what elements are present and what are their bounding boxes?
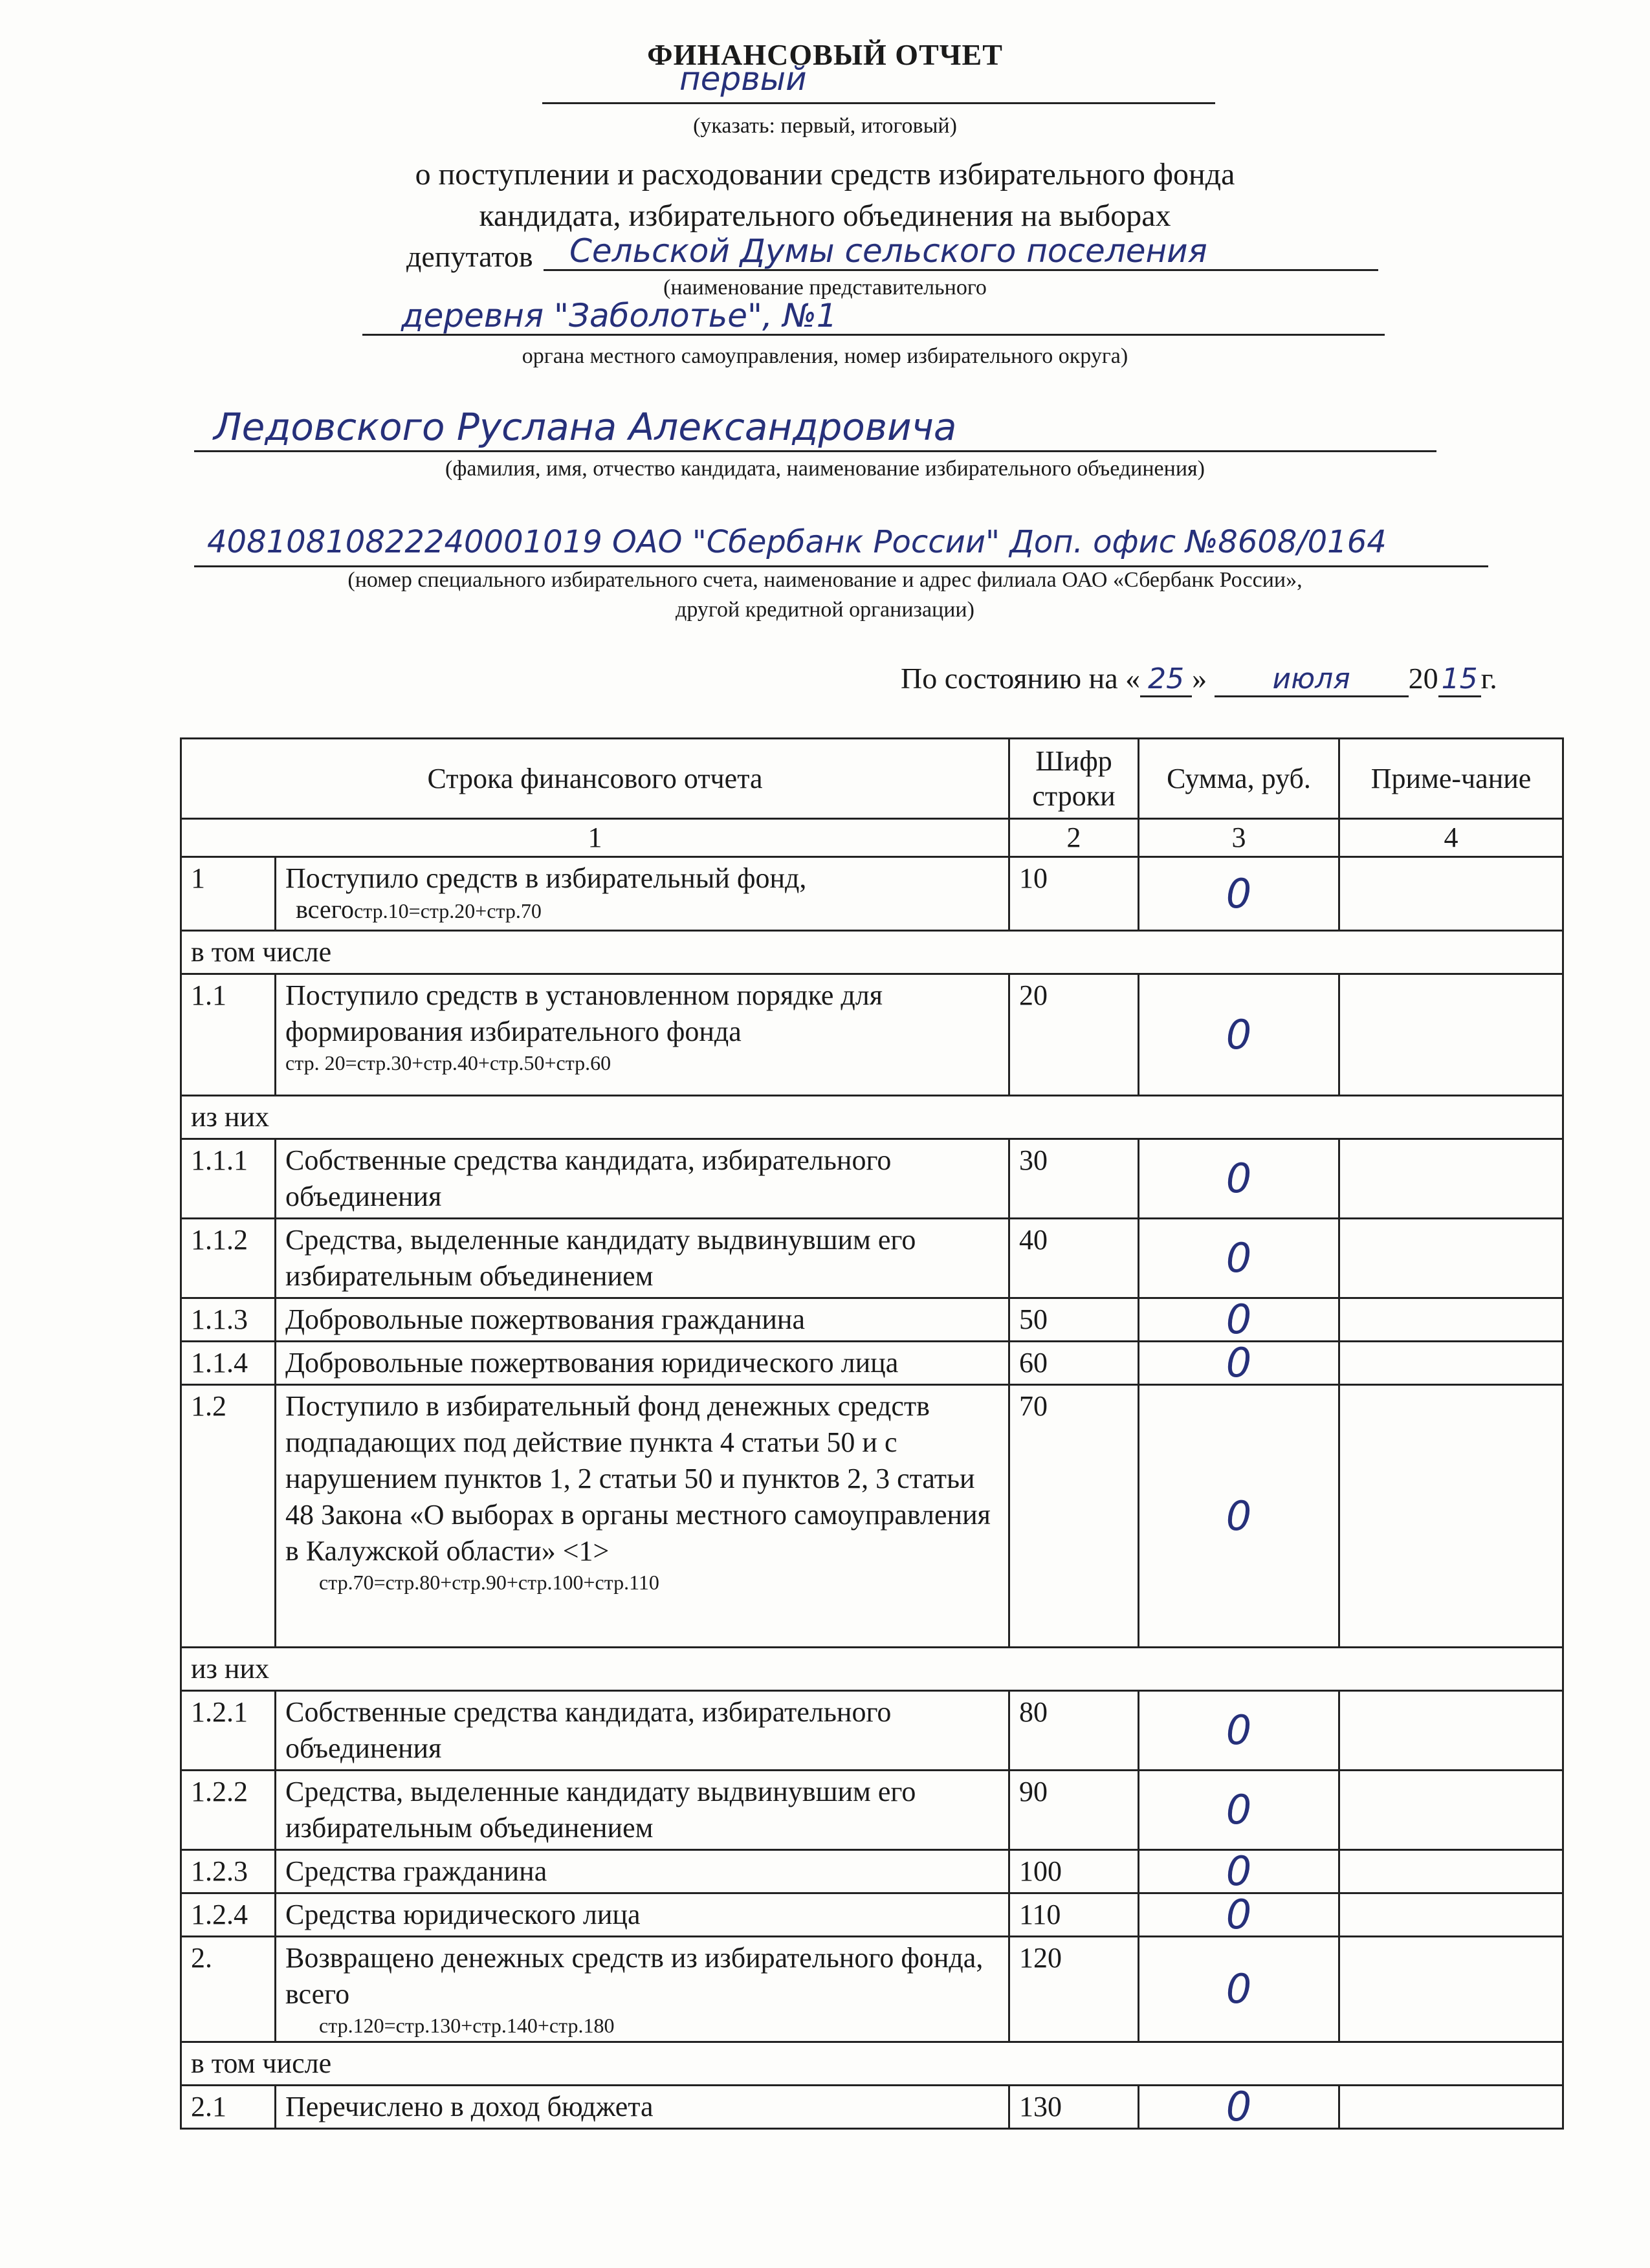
section-label: из них: [181, 1096, 1563, 1139]
row-code: 90: [1009, 1771, 1139, 1850]
row-description: [276, 1771, 1009, 1850]
date-suffix: г.: [1480, 662, 1497, 695]
row-amount: 0: [1139, 1298, 1339, 1342]
row-formula-line: [285, 897, 999, 924]
table-row: [181, 857, 1563, 931]
header-line: Строка финансового отчета: [181, 739, 1009, 819]
row-code: 120: [1009, 1937, 1139, 2042]
table-row: [181, 1937, 1563, 2042]
table-row: [181, 974, 1563, 1096]
row-text: Поступило средств в избирательный фонд,: [285, 862, 807, 894]
row-formula-line: [285, 2012, 999, 2038]
deputies-label: депутатов: [406, 240, 533, 273]
header-sum: Сумма, руб.: [1139, 739, 1339, 819]
table-row: [181, 1298, 1563, 1342]
row-code: 20: [1009, 974, 1139, 1096]
section-label: в том числе: [181, 931, 1563, 974]
date-mid: »: [1192, 662, 1207, 695]
table-row: [181, 2086, 1563, 2129]
col-number-3: 3: [1139, 819, 1339, 857]
row-text: Поступило в избирательный фонд денежных средств подпадающих под действие пункта 4 статьи 50 и с нарушением пунктов 1, 2 статьи 50 и пунктов 2, 3 статьи 48 Закона «О выборах в органы местного самоуправления в Калужской области» <1>: [285, 1390, 991, 1567]
row-note: [1339, 2086, 1563, 2129]
row-text: Средства юридического лица: [285, 1899, 641, 1930]
row-amount: 0: [1139, 1385, 1339, 1648]
row-number: 1.2.4: [181, 1893, 276, 1937]
row-text: Средства, выделенные кандидату выдвинувшим его избирательным объединением: [285, 1224, 916, 1292]
date-prefix: По состоянию на «: [901, 662, 1141, 695]
row-number: 1.2.1: [181, 1691, 276, 1771]
row-note: [1339, 1691, 1563, 1771]
row-description: [276, 1139, 1009, 1219]
row-note: [1339, 974, 1563, 1096]
row-number: 2.: [181, 1937, 276, 2042]
body-hint: (наименование представительного: [663, 276, 987, 300]
table-row: [181, 1893, 1563, 1937]
section-row: [181, 1648, 1563, 1691]
row-number: 1.2: [181, 1385, 276, 1648]
account-hint-line2: другой кредитной организации): [676, 598, 974, 622]
row-amount: 0: [1139, 1219, 1339, 1298]
row-formula: стр.70=стр.80+стр.90+стр.100+стр.110: [319, 1571, 659, 1594]
section-row: [181, 2042, 1563, 2086]
row-text: Собственные средства кандидата, избирательного объединения: [285, 1696, 892, 1764]
col-number-4: 4: [1339, 819, 1563, 857]
row-amount: 0: [1139, 1771, 1339, 1850]
date-year-prefix: 20: [1408, 662, 1438, 695]
row-number: 1.1.2: [181, 1219, 276, 1298]
row-note: [1339, 1298, 1563, 1342]
subtitle-line2: кандидата, избирательного объединения на выборах: [479, 199, 1171, 233]
row-number: 1.1.4: [181, 1342, 276, 1385]
financial-report-table: [180, 737, 1564, 2130]
column-number-row: [181, 819, 1563, 857]
row-code: 10: [1009, 857, 1139, 931]
row-note: [1339, 1850, 1563, 1893]
row-amount: 0: [1139, 857, 1339, 931]
row-code: 30: [1009, 1139, 1139, 1219]
table-row: [181, 1691, 1563, 1771]
row-amount: 0: [1139, 1342, 1339, 1385]
district-hint: органа местного самоуправления, номер избирательного округа): [522, 344, 1128, 368]
table-row: [181, 1342, 1563, 1385]
row-text: Возвращено денежных средств из избирательного фонда, всего: [285, 1942, 984, 2010]
row-code: 70: [1009, 1385, 1139, 1648]
row-formula: стр.120=стр.130+стр.140+стр.180: [319, 2014, 615, 2037]
date-day: 25: [1140, 662, 1192, 697]
row-text: Поступило средств в установленном порядке для формирования избирательного фонда: [285, 979, 883, 1047]
row-formula: стр.10=стр.20+стр.70: [354, 899, 542, 922]
row-text: Средства гражданина: [285, 1855, 547, 1887]
table-row: [181, 1850, 1563, 1893]
row-amount: 0: [1139, 1937, 1339, 2042]
row-description: [276, 974, 1009, 1096]
row-number: 1.1.1: [181, 1139, 276, 1219]
row-note: [1339, 857, 1563, 931]
row-code: 100: [1009, 1850, 1139, 1893]
row-amount: 0: [1139, 1139, 1339, 1219]
col-number-1: 1: [181, 819, 1009, 857]
date-month: июля: [1215, 662, 1409, 697]
table-row: [181, 1385, 1563, 1648]
row-code: 130: [1009, 2086, 1139, 2129]
row-description: [276, 1219, 1009, 1298]
row-note: [1339, 1385, 1563, 1648]
col-number-2: 2: [1009, 819, 1139, 857]
row-text: Перечислено в доход бюджета: [285, 2091, 654, 2122]
row-code: 40: [1009, 1219, 1139, 1298]
row-note: [1339, 1219, 1563, 1298]
row-code: 60: [1009, 1342, 1139, 1385]
row-formula: стр. 20=стр.30+стр.40+стр.50+стр.60: [285, 1051, 611, 1074]
row-number: 1.2.2: [181, 1771, 276, 1850]
row-note: [1339, 1342, 1563, 1385]
account-hint-line1: (номер специального избирательного счета, наименование и адрес филиала ОАО «Сбербанк России»,: [347, 568, 1303, 592]
table-row: [181, 1139, 1563, 1219]
row-code: 50: [1009, 1298, 1139, 1342]
row-number: 1: [181, 857, 276, 931]
row-description: [276, 857, 1009, 931]
section-row: [181, 1096, 1563, 1139]
row-number: 2.1: [181, 2086, 276, 2129]
row-text: Добровольные пожертвования гражданина: [285, 1303, 805, 1335]
row-code: 80: [1009, 1691, 1139, 1771]
table-row: [181, 1219, 1563, 1298]
row-code: 110: [1009, 1893, 1139, 1937]
row-amount: 0: [1139, 974, 1339, 1096]
row-description: [276, 1385, 1009, 1648]
date-year: 15: [1438, 662, 1481, 697]
section-label: из них: [181, 1648, 1563, 1691]
row-description: [276, 1893, 1009, 1937]
row-formula-line: [285, 1569, 999, 1595]
row-note: [1339, 1937, 1563, 2042]
row-description: [276, 2086, 1009, 2129]
candidate-handwritten: Ледовского Руслана Александровича: [214, 405, 957, 449]
row-description: [276, 1850, 1009, 1893]
row-number: 1.1: [181, 974, 276, 1096]
header-code: Шифр строки: [1009, 739, 1139, 819]
report-title: ФИНАНСОВЫЙ ОТЧЕТ: [647, 38, 1003, 71]
row-text-total: всего: [296, 895, 355, 924]
row-note: [1339, 1893, 1563, 1937]
row-amount: 0: [1139, 2086, 1339, 2129]
row-description: [276, 1298, 1009, 1342]
report-type-handwritten: первый: [679, 60, 807, 98]
account-handwritten: 40810810822240001019 ОАО "Сбербанк России" Доп. офис №8608/0164: [207, 524, 1387, 560]
subtitle-line1: о поступлении и расходовании средств избирательного фонда: [415, 157, 1235, 191]
row-number: 1.1.3: [181, 1298, 276, 1342]
report-type-line: [542, 70, 1215, 104]
section-label: в том числе: [181, 2042, 1563, 2086]
row-text: Добровольные пожертвования юридического лица: [285, 1347, 899, 1379]
row-text: Средства, выделенные кандидату выдвинувшим его избирательным объединением: [285, 1776, 916, 1844]
body-handwritten: Сельской Думы сельского поселения: [569, 232, 1207, 270]
row-number: 1.2.3: [181, 1850, 276, 1893]
row-description: [276, 1937, 1009, 2042]
section-row: [181, 931, 1563, 974]
row-amount: 0: [1139, 1691, 1339, 1771]
row-note: [1339, 1139, 1563, 1219]
district-handwritten: деревня "Заболотье", №1: [401, 297, 837, 334]
report-type-hint: (указать: первый, итоговый): [693, 114, 957, 138]
row-description: [276, 1691, 1009, 1771]
row-amount: 0: [1139, 1893, 1339, 1937]
row-formula-line: [285, 1050, 999, 1076]
table-row: [181, 1771, 1563, 1850]
candidate-hint: (фамилия, имя, отчество кандидата, наименование избирательного объединения): [445, 457, 1205, 481]
row-amount: 0: [1139, 1850, 1339, 1893]
row-text: Собственные средства кандидата, избирательного объединения: [285, 1144, 892, 1212]
date-line: [901, 661, 1497, 697]
row-note: [1339, 1771, 1563, 1850]
header-note: Приме-чание: [1339, 739, 1563, 819]
row-description: [276, 1342, 1009, 1385]
table-header-row: [181, 739, 1563, 819]
